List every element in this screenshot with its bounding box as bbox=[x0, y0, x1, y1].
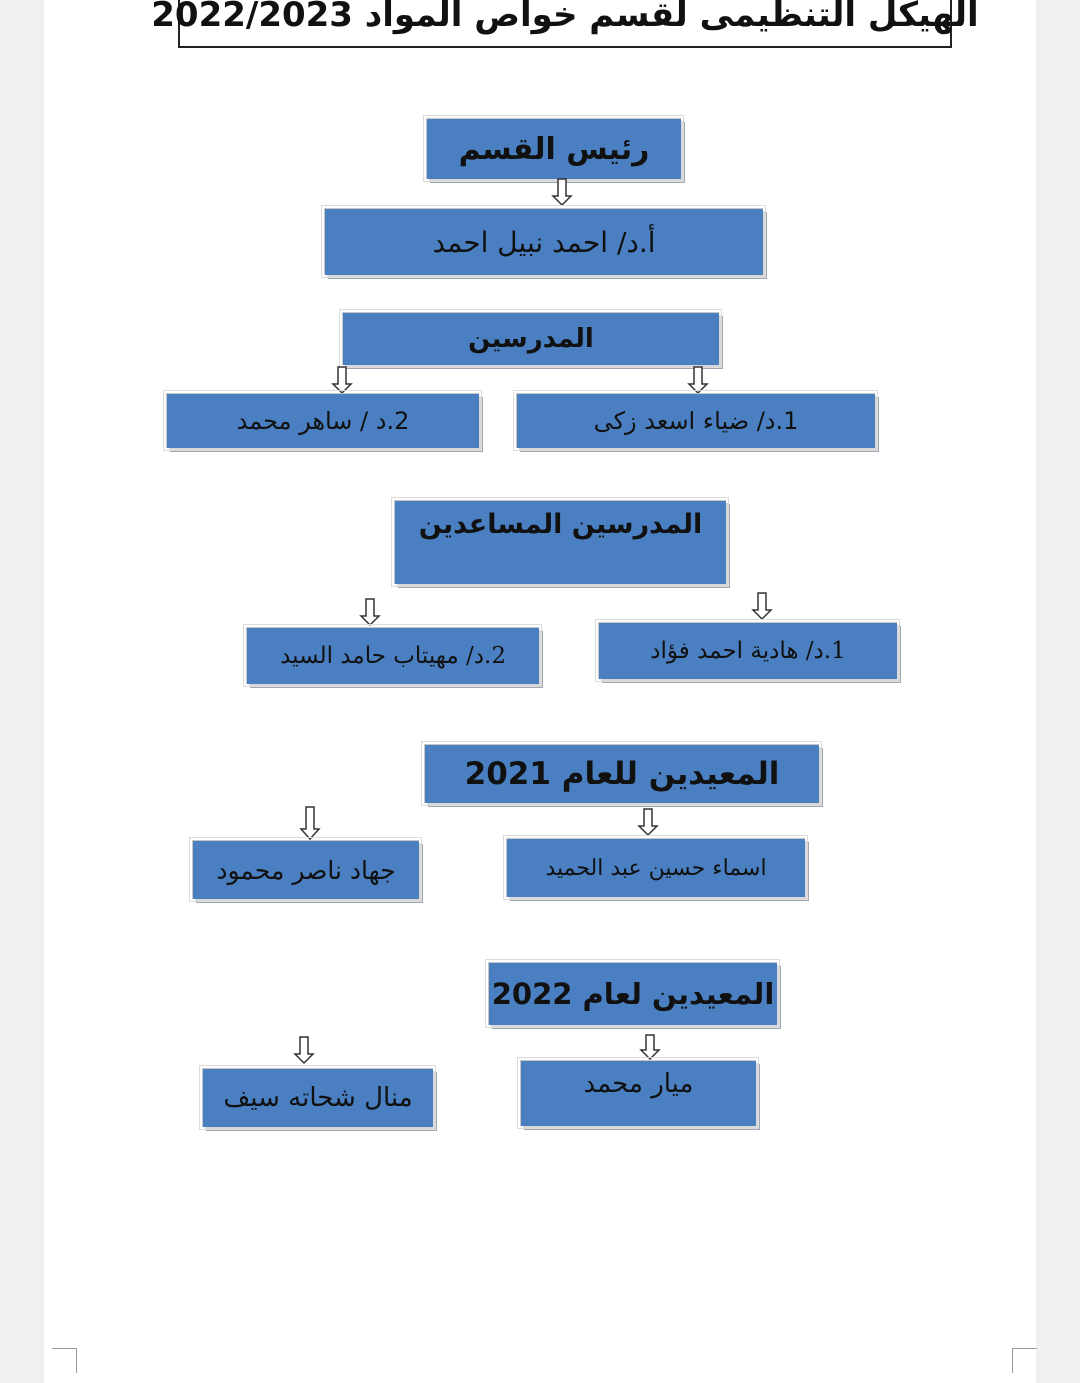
demonstrator-2021-2-box: جهاد ناصر محمود bbox=[192, 840, 419, 899]
demonstrators-2021-label-box: المعيدين للعام 2021 bbox=[424, 744, 819, 803]
demonstrator-2021-1-box: اسماء حسين عبد الحميد bbox=[506, 838, 805, 897]
demonstrator-2022-1-box: ميار محمد bbox=[520, 1060, 756, 1126]
demonstrators-2022-label-box: المعيدين لعام 2022 bbox=[488, 962, 777, 1025]
page-title: الهيكل التنظيمى لقسم خواص المواد 2022/2023 bbox=[178, 0, 952, 48]
margin-corner-mark bbox=[1012, 1348, 1037, 1373]
down-arrow-icon bbox=[750, 592, 774, 620]
down-arrow-icon bbox=[550, 178, 574, 206]
down-arrow-icon bbox=[330, 366, 354, 394]
down-arrow-icon bbox=[636, 808, 660, 836]
down-arrow-icon bbox=[292, 1036, 316, 1064]
head-name-box: أ.د/ احمد نبيل احمد bbox=[324, 208, 763, 275]
down-arrow-icon bbox=[638, 1034, 662, 1060]
down-arrow-icon bbox=[686, 366, 710, 394]
lecturer-1-box: 1.د/ ضياء اسعد زكى bbox=[516, 393, 875, 448]
lecturer-2-box: 2.د / ساهر محمد bbox=[166, 393, 479, 448]
assistant-lecturers-label-box: المدرسين المساعدين bbox=[394, 500, 726, 584]
down-arrow-icon bbox=[358, 598, 382, 626]
assistant-lecturer-2-box: 2.د/ مهيتاب حامد السيد bbox=[246, 627, 539, 684]
lecturers-label-box: المدرسين bbox=[342, 312, 719, 365]
down-arrow-icon bbox=[298, 806, 322, 840]
head-label-box: رئيس القسم bbox=[426, 118, 681, 179]
demonstrator-2022-2-box: منال شحاته سيف bbox=[202, 1068, 433, 1127]
assistant-lecturer-1-box: 1.د/ هادية احمد فؤاد bbox=[598, 622, 897, 679]
margin-corner-mark bbox=[52, 1348, 77, 1373]
